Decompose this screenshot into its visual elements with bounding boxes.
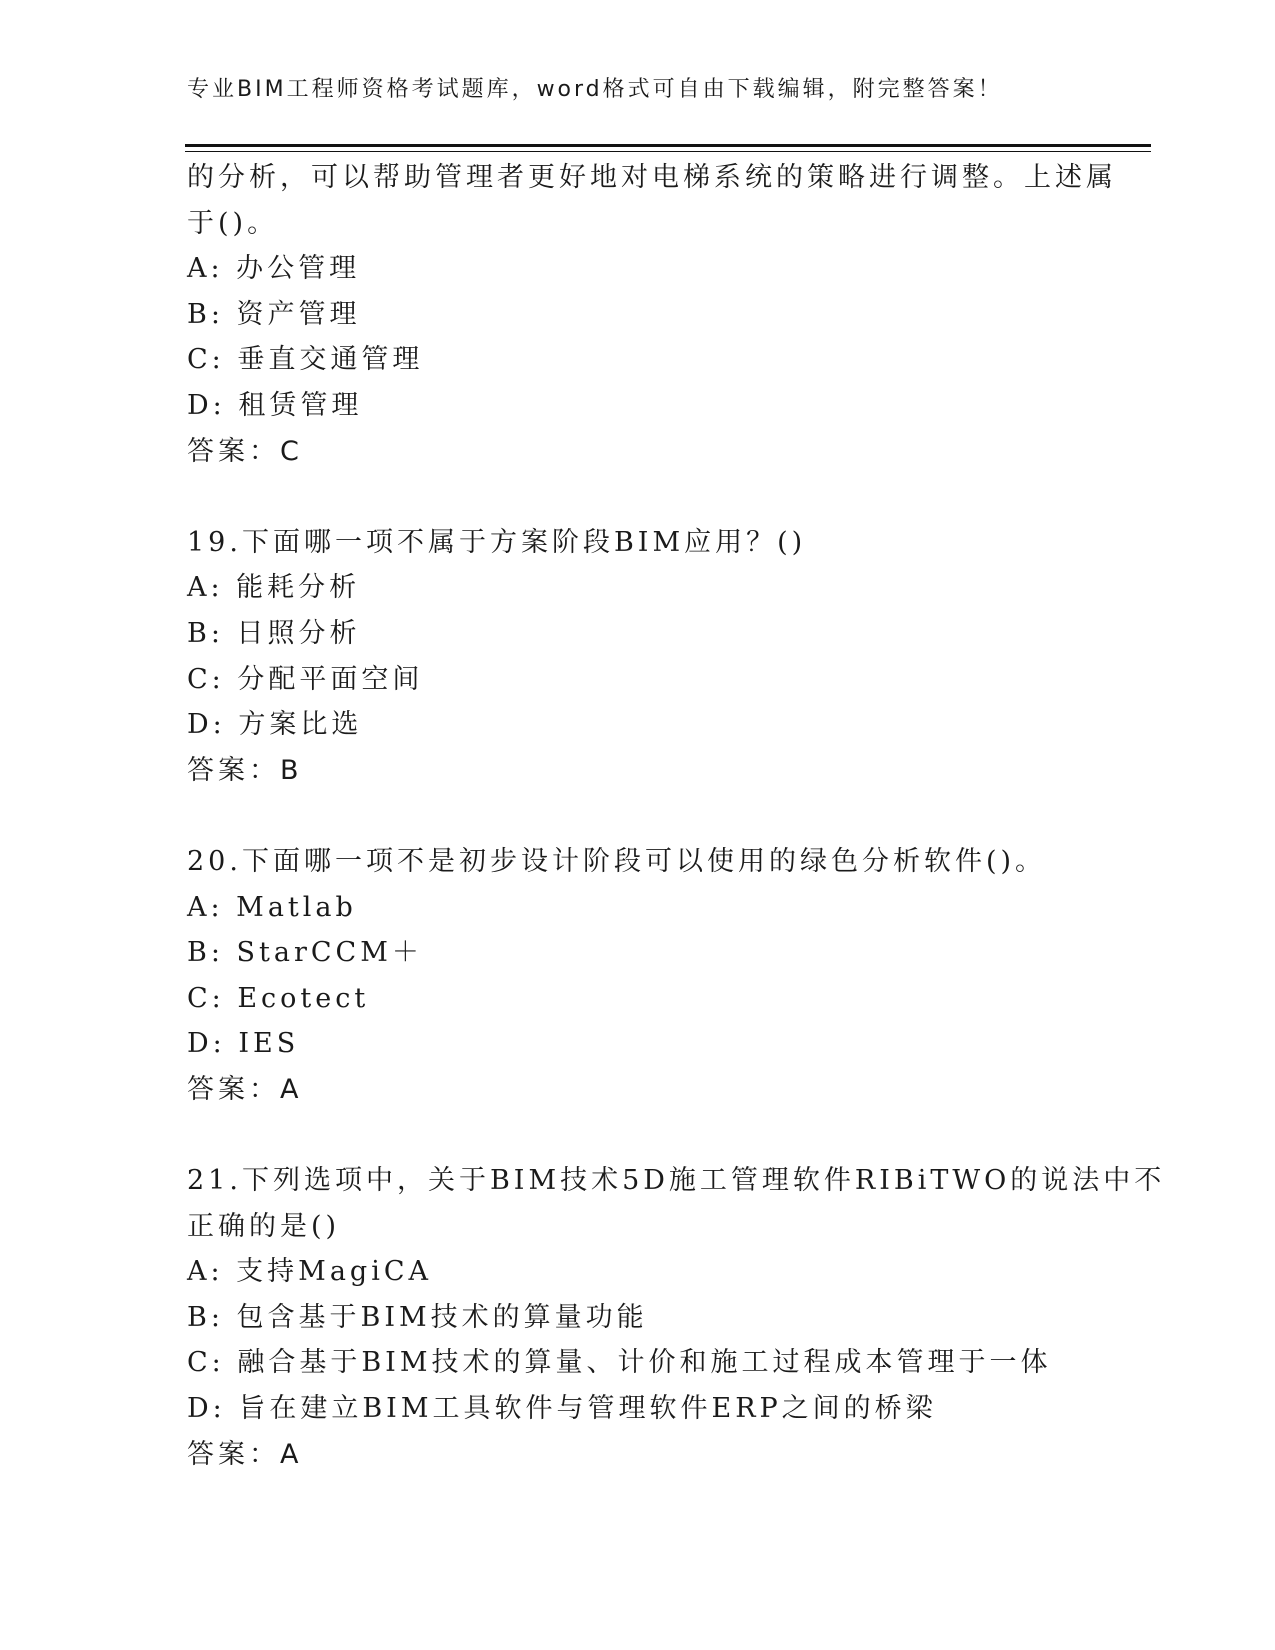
page-header: 专业BIM工程师资格考试题库，word格式可自由下载编辑，附完整答案！ [187,77,1003,102]
question-text: 20.下面哪一项不是初步设计阶段可以使用的绿色分析软件()。 [187,845,1047,877]
answer: 答案：A [187,1073,303,1105]
option-a: A: 能耗分析 [187,572,361,604]
question-text: 19.下面哪一项不属于方案阶段BIM应用？() [187,526,807,558]
option-b: B: 资产管理 [187,298,361,330]
answer: 答案：B [187,754,303,786]
question-text: 于()。 [187,207,279,239]
option-d: D: 方案比选 [187,709,363,741]
option-d: D: 租赁管理 [187,389,363,421]
option-c: C: 融合基于BIM技术的算量、计价和施工过程成本管理于一体 [187,1347,1052,1379]
question-block-19 [187,520,1067,794]
spacer [187,793,1067,839]
question-block-21 [187,1158,1166,1477]
answer: 答案：A [187,1438,303,1470]
option-a: A: 支持MagiCA [187,1256,432,1288]
option-b: B: 日照分析 [187,617,361,649]
question-content [187,155,1166,1477]
option-d: D: IES [187,1028,300,1060]
question-text: 正确的是() [187,1210,341,1242]
answer: 答案：C [187,435,303,467]
option-a: A: 办公管理 [187,253,361,285]
option-b: B: 包含基于BIM技术的算量功能 [187,1301,648,1333]
option-c: C: 分配平面空间 [187,663,424,695]
question-text: 21.下列选项中，关于BIM技术5D施工管理软件RIBiTWO的说法中不 [187,1165,1166,1197]
question-text: 的分析，可以帮助管理者更好地对电梯系统的策略进行调整。上述属 [187,162,1117,193]
option-c: C: Ecotect [187,982,370,1014]
option-c: C: 垂直交通管理 [187,344,424,376]
question-block-20 [187,839,1067,1113]
header-rule-thin [185,151,1151,152]
spacer [187,474,1067,520]
option-a: A: Matlab [187,891,357,923]
question-block-18 [187,155,1117,474]
option-b: B: StarCCM＋ [187,937,423,969]
spacer [187,1112,1067,1158]
header-rule-thick [185,144,1151,147]
option-d: D: 旨在建立BIM工具软件与管理软件ERP之间的桥梁 [187,1393,937,1425]
